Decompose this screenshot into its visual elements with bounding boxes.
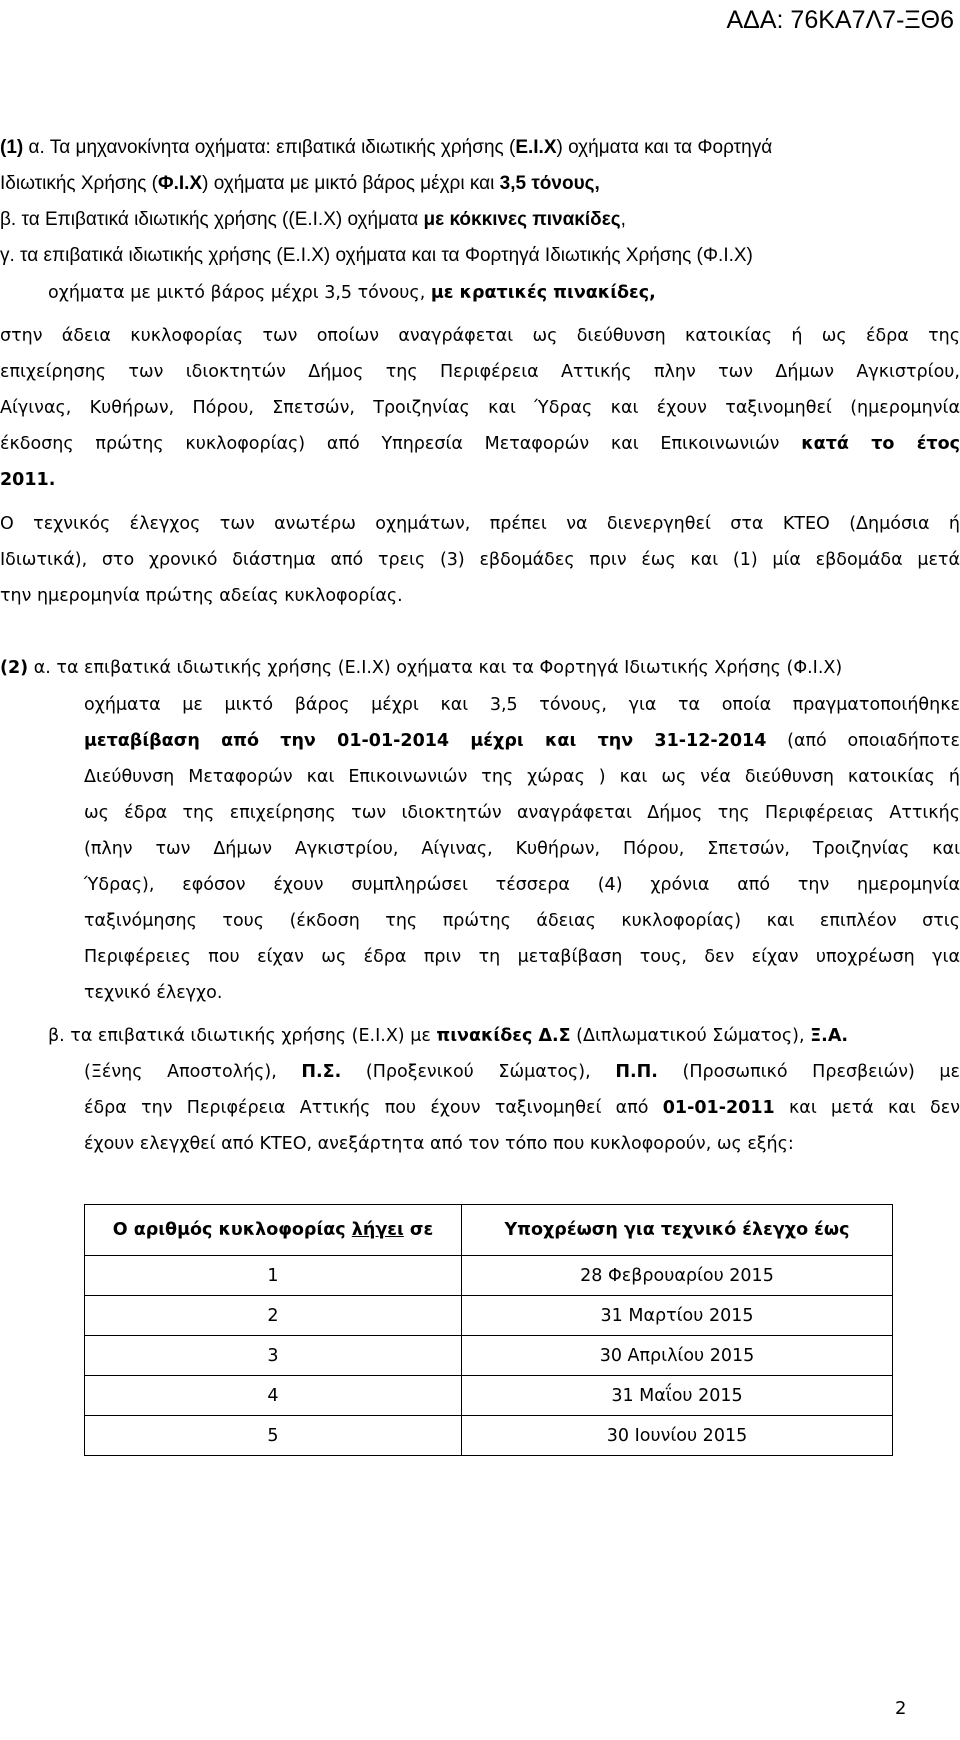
cell-deadline: 30 Ιουνίου 2015 [462, 1416, 893, 1456]
page-number: 2 [895, 1698, 907, 1719]
section1-line-b: β. τα Επιβατικά ιδιωτικής χρήσης ((Ε.Ι.Χ) οχήματα με κόκκινες πινακίδες, [0, 209, 626, 230]
cell-deadline: 31 Μαΐου 2015 [462, 1376, 893, 1416]
inspection-schedule-table [84, 1204, 893, 1456]
section1-note-line-1: Ο τεχνικός έλεγχος των ανωτέρω οχημάτων, πρέπει να διενεργηθεί στα ΚΤΕΟ (Δημόσια ή [0, 514, 960, 534]
header-deadline: Υποχρέωση για τεχνικό έλεγχο έως [462, 1205, 893, 1256]
section1-para-line-5: 2011. [0, 470, 56, 490]
cell-deadline: 30 Απριλίου 2015 [462, 1336, 893, 1376]
cell-digit: 1 [85, 1256, 462, 1296]
section2-line-3: Διεύθυνση Μεταφορών και Επικοινωνιών της χώρας ) και ως νέα διεύθυνση κατοικίας ή [84, 767, 960, 787]
section1-number: (1) [0, 137, 24, 158]
cell-digit: 4 [85, 1376, 462, 1416]
section2-number: (2) [0, 658, 29, 678]
cell-digit: 3 [85, 1336, 462, 1376]
section2-line-2: μεταβίβαση από την 01-01-2014 μέχρι και την 31-12-2014 (από οποιαδήποτε [84, 731, 960, 751]
section1-para-line-4: έκδοσης πρώτης κυκλοφορίας) από Υπηρεσία Μεταφορών και Επικοινωνιών κατά το έτος [0, 434, 960, 454]
cell-digit: 5 [85, 1416, 462, 1456]
table-row [85, 1296, 893, 1336]
section2-b-line-2: (Ξένης Αποστολής), Π.Σ. (Προξενικού Σώματος), Π.Π. (Προσωπικό Πρεσβειών) με [84, 1062, 960, 1082]
header-plate-digit: Ο αριθμός κυκλοφορίας λήγει σε [85, 1205, 462, 1256]
section2-b-line-4: έχουν ελεγχθεί από ΚΤΕΟ, ανεξάρτητα από τον τόπο που κυκλοφορούν, ως εξής: [84, 1134, 794, 1154]
section1-para-line-2: επιχείρησης των ιδιοκτητών Δήμος της Περιφέρεια Αττικής πλην των Δήμων Αγκιστρίου, [0, 362, 960, 382]
section1-line-c2: οχήματα με μικτό βάρος μέχρι 3,5 τόνους, με κρατικές πινακίδες, [48, 283, 656, 303]
section1-note-line-3: την ημερομηνία πρώτης αδείας κυκλοφορίας. [0, 586, 403, 606]
cell-digit: 2 [85, 1296, 462, 1336]
section2-line-a: (2) α. τα επιβατικά ιδιωτικής χρήσης (Ε.Ι.Χ) οχήματα και τα Φορτηγά Ιδιωτικής Χρήσης (Φ.Ι.Χ) [0, 658, 843, 678]
section2-b-line-3: έδρα την Περιφέρεια Αττικής που έχουν ταξινομηθεί από 01-01-2011 και μετά και δεν [84, 1098, 960, 1118]
section2-line-8: Περιφέρειες που είχαν ως έδρα πριν τη μεταβίβαση τους, δεν είχαν υποχρέωση για [84, 947, 960, 967]
section2-line-6: Ύδρας), εφόσον έχουν συμπληρώσει τέσσερα (4) χρόνια από την ημερομηνία [84, 875, 960, 895]
section1-note-line-2: Ιδιωτικά), στο χρονικό διάστημα από τρεις (3) εβδομάδες πριν έως και (1) μία εβδομάδα μετά [0, 550, 960, 570]
section1-line-c: γ. τα επιβατικά ιδιωτικής χρήσης (Ε.Ι.Χ) οχήματα και τα Φορτηγά Ιδιωτικής Χρήσης (Φ.Ι.Χ) [0, 245, 753, 266]
table-row [85, 1376, 893, 1416]
cell-deadline: 28 Φεβρουαρίου 2015 [462, 1256, 893, 1296]
table-row [85, 1336, 893, 1376]
section1-para-line-3: Αίγινας, Κυθήρων, Πόρου, Σπετσών, Τροιζηνίας και Ύδρας και έχουν ταξινομηθεί (ημερομηνία [0, 398, 960, 418]
section1-para-line-1: στην άδεια κυκλοφορίας των οποίων αναγράφεται ως διεύθυνση κατοικίας ή ως έδρα της [0, 326, 960, 346]
section1-line-a: (1) α. Τα μηχανοκίνητα οχήματα: επιβατικά ιδιωτικής χρήσης (Ε.Ι.Χ) οχήματα και τα Φορτηγά [0, 137, 773, 158]
ada-code: ΑΔΑ: 76ΚΑ7Λ7-ΞΘ6 [726, 6, 954, 34]
table-row [85, 1256, 893, 1296]
section2-line-4: ως έδρα της επιχείρησης των ιδιοκτητών αναγράφεται Δήμος της Περιφέρειας Αττικής [84, 803, 960, 823]
section1-line-a2: Ιδιωτικής Χρήσης (Φ.Ι.Χ) οχήματα με μικτό βάρος μέχρι και 3,5 τόνους, [0, 173, 600, 194]
section2-line-1: οχήματα με μικτό βάρος μέχρι και 3,5 τόνους, για τα οποία πραγματοποιήθηκε [84, 695, 960, 715]
table-header-row [85, 1205, 893, 1256]
section2-line-5: (πλην των Δήμων Αγκιστρίου, Αίγινας, Κυθήρων, Πόρου, Σπετσών, Τροιζηνίας και [84, 839, 960, 859]
table-row [85, 1416, 893, 1456]
section2-line-7: ταξινόμησης τους (έκδοση της πρώτης άδειας κυκλοφορίας) και επιπλέον στις [84, 911, 960, 931]
cell-deadline: 31 Μαρτίου 2015 [462, 1296, 893, 1336]
section2-line-9: τεχνικό έλεγχο. [84, 983, 223, 1003]
section2-b-line-1: β. τα επιβατικά ιδιωτικής χρήσης (Ε.Ι.Χ) με πινακίδες Δ.Σ (Διπλωματικού Σώματος), Ξ.Α. [48, 1026, 849, 1046]
